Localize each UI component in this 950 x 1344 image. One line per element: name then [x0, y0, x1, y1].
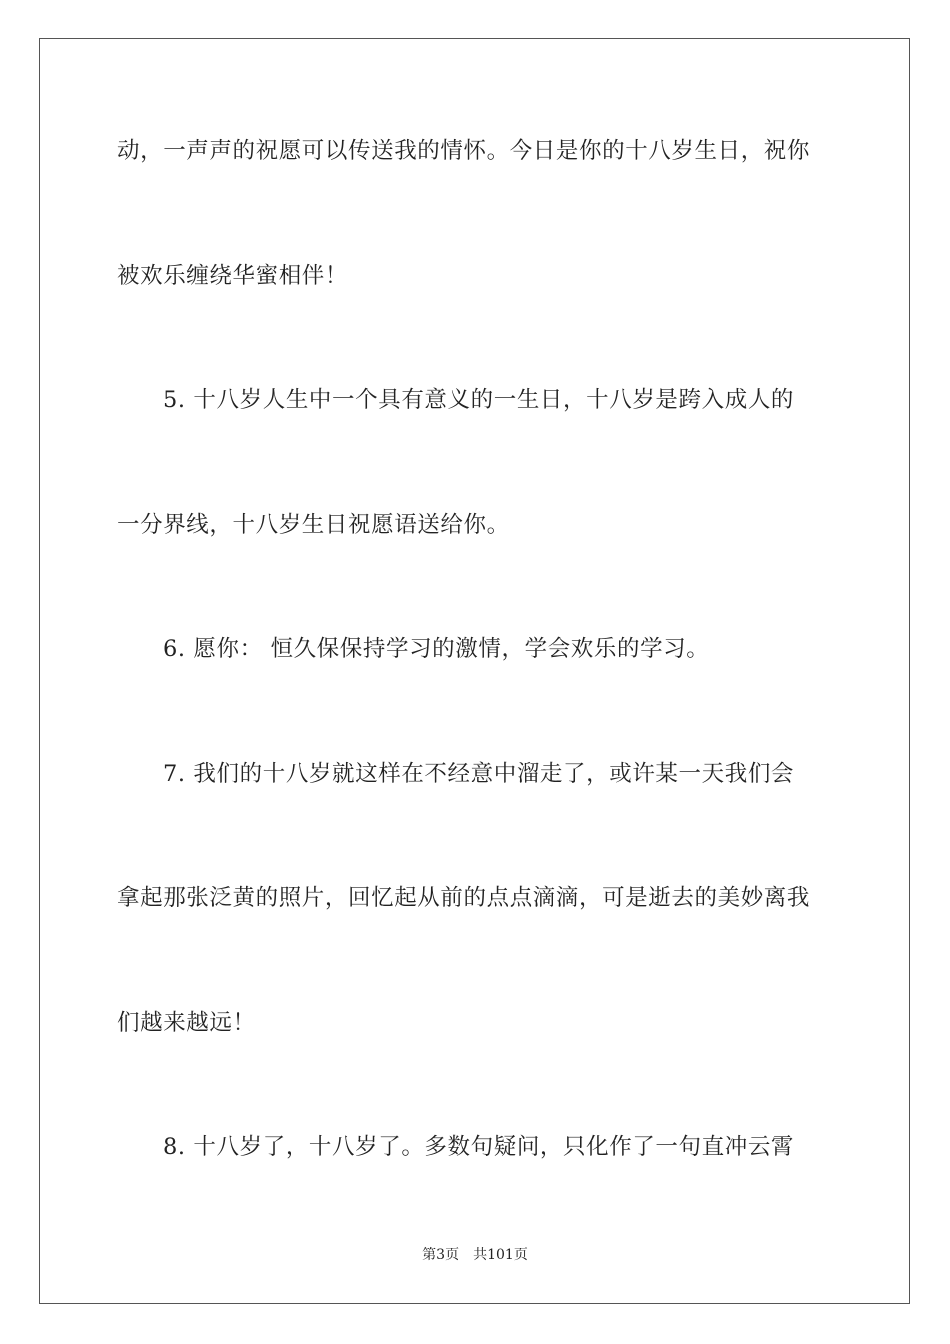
page-footer: [0, 1245, 950, 1265]
text-line-5: 6. 愿你： 恒久保保持学习的激情，学会欢乐的学习。: [163, 636, 710, 662]
text-line-7: 拿起那张泛黄的照片，回忆起从前的点点滴滴，可是逝去的美妙离我: [117, 885, 811, 911]
text-line-4: 一分界线，十八岁生日祝愿语送给你。: [117, 512, 510, 538]
text-line-6: 7. 我们的十八岁就这样在不经意中溜走了，或许某一天我们会: [163, 761, 795, 787]
text-line-8: 们越来越远！: [117, 1010, 256, 1036]
current-page-label: 第3页: [422, 1247, 460, 1263]
text-line-2: 被欢乐缠绕华蜜相伴！: [117, 263, 349, 289]
text-line-9: 8. 十八岁了，十八岁了。多数句疑问，只化作了一句直冲云霄: [163, 1134, 795, 1160]
page-border: [39, 38, 910, 1304]
text-line-3: 5. 十八岁人生中一个具有意义的一生日，十八岁是跨入成人的: [163, 387, 795, 413]
total-pages-label: 共101页: [473, 1247, 528, 1263]
text-line-1: 动，一声声的祝愿可以传送我的情怀。今日是你的十八岁生日，祝你: [117, 138, 811, 164]
